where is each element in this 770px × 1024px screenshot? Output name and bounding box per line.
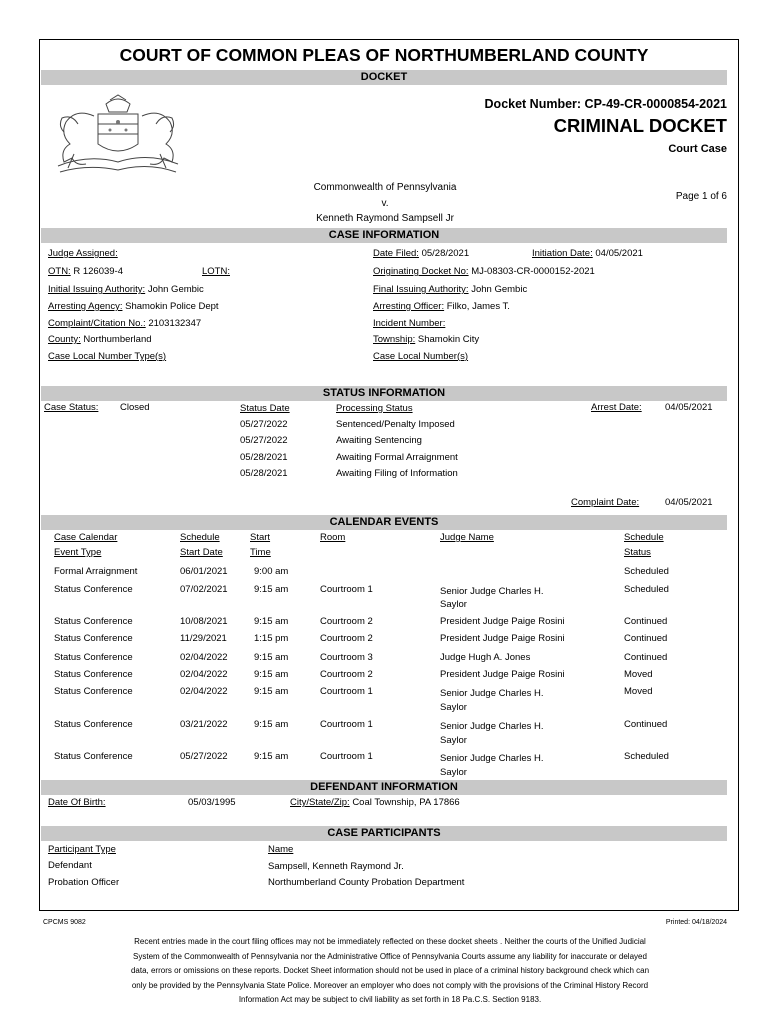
- cal-judge: Judge Hugh A. Jones: [440, 652, 531, 663]
- cal-start-date: 06/01/2021: [180, 566, 228, 577]
- initial-issuing-authority: [48, 284, 204, 295]
- township: [373, 334, 479, 345]
- final-issuing-authority: [373, 284, 527, 295]
- participant-name-header: Name: [268, 844, 294, 855]
- dob-value: 05/03/1995: [188, 797, 236, 808]
- originating-label: Originating Docket No:: [373, 266, 469, 277]
- cal-judge-cont: Saylor: [440, 702, 467, 713]
- cal-start-time: 9:15 am: [254, 751, 289, 762]
- cal-judge: Senior Judge Charles H.: [440, 721, 544, 732]
- cal-header-judge: Judge Name: [440, 532, 494, 543]
- cal-event-type: Status Conference: [54, 652, 133, 663]
- caption-v: v.: [381, 198, 389, 209]
- cal-status: Continued: [624, 719, 668, 730]
- cal-room: Courtroom 2: [320, 616, 373, 627]
- arresting-agency-value: Shamokin Police Dept: [125, 301, 219, 312]
- csz-label: City/State/Zip:: [290, 797, 350, 808]
- processing-status-header: Processing Status: [336, 403, 413, 414]
- case-status-label: Case Status:: [44, 402, 99, 413]
- cal-start-time: 9:15 am: [254, 616, 289, 627]
- status-row-status: Awaiting Sentencing: [336, 435, 422, 446]
- complaint-date-value: 04/05/2021: [665, 497, 713, 508]
- arresting-agency-label: Arresting Agency:: [48, 301, 123, 312]
- cal-start-date: 11/29/2021: [180, 633, 227, 644]
- disclaimer-line: Information Act may be subject to civil liability as set forth in 18 Pa.C.S. Section 9183.: [238, 995, 542, 1004]
- originating-value: MJ-08303-CR-0000152-2021: [471, 266, 595, 277]
- cal-header-start1: Start: [250, 532, 271, 543]
- judge-assigned-label: Judge Assigned:: [48, 248, 118, 259]
- participant-name: Northumberland County Probation Department: [268, 877, 465, 888]
- incident-number: [373, 318, 445, 329]
- participant-type: Probation Officer: [48, 877, 120, 888]
- status-row-date: 05/28/2021: [240, 468, 288, 479]
- initial-issuing-value: John Gembic: [147, 284, 204, 295]
- cal-start-date: 05/27/2022: [180, 751, 228, 762]
- case-local-numbers: [373, 351, 468, 362]
- date-filed: [373, 248, 469, 259]
- disclaimer-line: only be provided by the Pennsylvania State Police. Moreover an employer who does not comply with the provisions of the Criminal History Record: [131, 981, 649, 990]
- cal-status: Moved: [624, 669, 653, 680]
- defendant-information-bar: DEFENDANT INFORMATION: [41, 780, 727, 795]
- cal-room: Courtroom 1: [320, 686, 373, 697]
- cal-judge: Senior Judge Charles H.: [440, 753, 544, 764]
- township-label: Township:: [373, 334, 416, 345]
- caption-plaintiff: Commonwealth of Pennsylvania: [313, 182, 457, 193]
- cal-start-date: 02/04/2022: [180, 652, 228, 663]
- cal-judge: President Judge Paige Rosini: [440, 669, 565, 680]
- status-row-status: Sentenced/Penalty Imposed: [336, 419, 455, 430]
- cal-judge-cont: Saylor: [440, 767, 467, 778]
- docket-number: Docket Number: CP-49-CR-0000854-2021: [484, 97, 727, 111]
- cal-room: Courtroom 1: [320, 584, 373, 595]
- cal-status: Scheduled: [624, 751, 669, 762]
- arrest-date-label: Arrest Date:: [591, 402, 642, 413]
- cal-status: Continued: [624, 633, 668, 644]
- township-value: Shamokin City: [417, 334, 480, 345]
- disclaimer-line: System of the Commonwealth of Pennsylvania nor the Administrative Office of Pennsylvania Courts assume any liability for inaccurate or delayed: [133, 952, 647, 961]
- otn-label: OTN:: [48, 266, 71, 277]
- cal-status: Continued: [624, 652, 668, 663]
- city-state-zip: [290, 797, 460, 808]
- cal-start-date: 03/21/2022: [180, 719, 228, 730]
- caption-defendant: Kenneth Raymond Sampsell Jr: [316, 213, 454, 224]
- final-issuing-value: John Gembic: [471, 284, 528, 295]
- cal-judge-cont: Saylor: [440, 735, 467, 746]
- cal-start-time: 9:15 am: [254, 652, 289, 663]
- case-information-bar: CASE INFORMATION: [41, 228, 727, 243]
- county-label: County:: [48, 334, 81, 345]
- cal-event-type: Status Conference: [54, 584, 133, 595]
- initiation-date-label: Initiation Date:: [532, 248, 593, 259]
- status-row-date: 05/27/2022: [240, 419, 288, 430]
- cal-header-room: Room: [320, 532, 346, 543]
- complaint-date-label: Complaint Date:: [571, 497, 640, 508]
- cal-event-type: Formal Arraignment: [54, 566, 138, 577]
- calendar-events-bar: CALENDAR EVENTS: [41, 515, 727, 530]
- pennsylvania-seal-icon: [48, 94, 186, 176]
- dob-label: Date Of Birth:: [48, 797, 106, 808]
- cal-event-type: Status Conference: [54, 633, 133, 644]
- cal-room: Courtroom 2: [320, 669, 373, 680]
- cal-status: Continued: [624, 616, 668, 627]
- cal-start-date: 07/02/2021: [180, 584, 228, 595]
- complaint-no-label: Complaint/Citation No.:: [48, 318, 146, 329]
- cal-header-status2: Status: [624, 547, 651, 558]
- cal-start-time: 1:15 pm: [254, 633, 289, 644]
- lotn-label: LOTN:: [202, 266, 230, 277]
- complaint-number: [48, 318, 201, 329]
- cal-judge: Senior Judge Charles H.: [440, 586, 544, 597]
- cal-room: Courtroom 2: [320, 633, 373, 644]
- initiation-date: [532, 248, 643, 259]
- arresting-officer: [373, 301, 510, 312]
- cal-start-date: 02/04/2022: [180, 686, 228, 697]
- cal-judge: President Judge Paige Rosini: [440, 633, 565, 644]
- status-row-status: Awaiting Filing of Information: [336, 468, 458, 479]
- county-value: Northumberland: [83, 334, 152, 345]
- case-local-numbers-label: Case Local Number(s): [373, 351, 469, 362]
- cal-event-type: Status Conference: [54, 686, 133, 697]
- cal-room: Courtroom 3: [320, 652, 373, 663]
- cal-status: Scheduled: [624, 584, 669, 595]
- county: [48, 334, 152, 345]
- judge-assigned: [48, 248, 118, 259]
- final-issuing-label: Final Issuing Authority:: [373, 284, 469, 295]
- participant-name: Sampsell, Kenneth Raymond Jr.: [268, 861, 404, 872]
- cal-status: Moved: [624, 686, 653, 697]
- initiation-date-value: 04/05/2021: [595, 248, 643, 259]
- cal-judge: Senior Judge Charles H.: [440, 688, 544, 699]
- cal-room: Courtroom 1: [320, 719, 373, 730]
- cal-start-date: 02/04/2022: [180, 669, 228, 680]
- case-local-type-label: Case Local Number Type(s): [48, 351, 167, 362]
- cal-event-type: Status Conference: [54, 751, 133, 762]
- cal-start-time: 9:15 am: [254, 686, 289, 697]
- case-participants-bar: CASE PARTICIPANTS: [41, 826, 727, 841]
- cal-event-type: Status Conference: [54, 719, 133, 730]
- cal-status: Scheduled: [624, 566, 669, 577]
- cal-start-date: 10/08/2021: [180, 616, 228, 627]
- cal-judge: President Judge Paige Rosini: [440, 616, 565, 627]
- form-id: CPCMS 9082: [43, 919, 86, 926]
- disclaimer-line: Recent entries made in the court filing offices may not be immediately reflected on these docket sheets . Neither the courts of the Unified Judicial: [134, 937, 646, 946]
- lotn: [202, 266, 230, 277]
- initial-issuing-label: Initial Issuing Authority:: [48, 284, 146, 295]
- cal-header-sched2: Start Date: [180, 547, 223, 558]
- date-filed-value: 05/28/2021: [421, 248, 470, 259]
- arresting-officer-label: Arresting Officer:: [373, 301, 445, 312]
- docket-bar: DOCKET: [41, 70, 727, 85]
- status-row-status: Awaiting Formal Arraignment: [336, 452, 458, 463]
- cal-header-type1: Case Calendar: [54, 532, 118, 543]
- cal-room: Courtroom 1: [320, 751, 373, 762]
- disclaimer-line: data, errors or omissions on these reports. Docket Sheet information should not be used in place of a criminal history background check which can: [130, 966, 650, 975]
- arresting-officer-value: Filko, James T.: [446, 301, 510, 312]
- cal-judge-cont: Saylor: [440, 599, 467, 610]
- cal-start-time: 9:15 am: [254, 584, 289, 595]
- docket-type: CRIMINAL DOCKET: [553, 115, 727, 136]
- court-title: COURT OF COMMON PLEAS OF NORTHUMBERLAND COUNTY: [119, 45, 649, 65]
- incident-label: Incident Number:: [373, 318, 446, 329]
- participant-type-header: Participant Type: [48, 844, 116, 855]
- case-status-value: Closed: [120, 402, 150, 413]
- court-case: Court Case: [668, 143, 727, 155]
- originating-docket: [373, 266, 595, 277]
- status-information-bar: STATUS INFORMATION: [41, 386, 727, 401]
- participant-type: Defendant: [48, 860, 92, 871]
- cal-start-time: 9:15 am: [254, 669, 289, 680]
- status-date-header: Status Date: [240, 403, 290, 414]
- cal-header-start2: Time: [250, 547, 271, 558]
- page-indicator: Page 1 of 6: [675, 191, 727, 202]
- printed-date: Printed: 04/18/2024: [665, 919, 727, 926]
- status-row-date: 05/27/2022: [240, 435, 288, 446]
- cal-header-type2: Event Type: [54, 547, 102, 558]
- date-filed-label: Date Filed:: [373, 248, 419, 259]
- arrest-date-value: 04/05/2021: [665, 402, 713, 413]
- cal-header-status1: Schedule: [624, 532, 664, 543]
- arresting-agency: [48, 301, 219, 312]
- cal-header-sched1: Schedule: [180, 532, 220, 543]
- csz-value: Coal Township, PA 17866: [352, 797, 460, 808]
- cal-event-type: Status Conference: [54, 669, 133, 680]
- case-local-number-type: [48, 351, 166, 362]
- otn-value: R 126039-4: [73, 266, 123, 277]
- complaint-no-value: 2103132347: [148, 318, 202, 329]
- cal-start-time: 9:00 am: [254, 566, 289, 577]
- otn: [48, 266, 123, 277]
- status-row-date: 05/28/2021: [240, 452, 288, 463]
- cal-start-time: 9:15 am: [254, 719, 289, 730]
- cal-event-type: Status Conference: [54, 616, 133, 627]
